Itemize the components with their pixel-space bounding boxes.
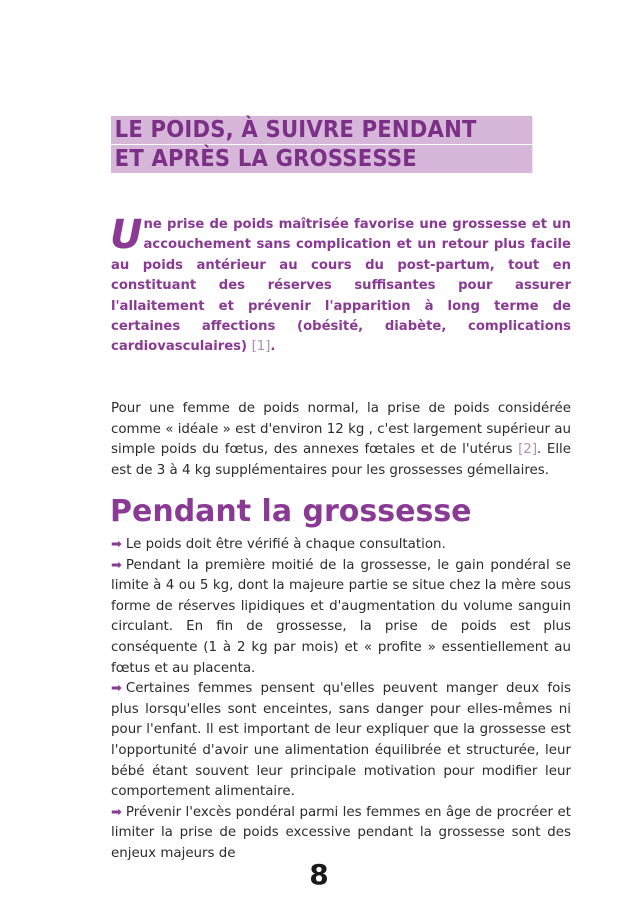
intro-paragraph bbox=[110, 212, 571, 358]
list-item-text: Pendant la première moitié de la grossesse, le gain pondéral se limite à 4 ou 5 kg, dont la majeure partie se situe chez la mère sous forme de réserves lipidiques et d'augmentation du volume sanguin circulant. En fin de grossesse, la prise de poids est plus conséquente (1 à 2 kg par mois) et « profite » essentiellement au fœtus et au placenta. bbox=[111, 557, 571, 676]
list-item bbox=[111, 556, 571, 680]
body-text-2: . Elle est de 3 à 4 kg supplémentaires pour les grossesses gémellaires. bbox=[111, 442, 572, 479]
list-item-text: Le poids doit être vérifié à chaque consultation. bbox=[125, 537, 446, 552]
arrow-right-icon: ➡ bbox=[111, 804, 122, 820]
arrow-right-icon: ➡ bbox=[111, 681, 122, 697]
title-line-2: ET APRÈS LA GROSSESSE bbox=[111, 145, 532, 173]
section-heading: Pendant la grossesse bbox=[110, 494, 472, 529]
list-item bbox=[111, 535, 571, 556]
list-item bbox=[111, 803, 571, 865]
list-item bbox=[111, 679, 571, 803]
intro-text: ne prise de poids maîtrisée favorise une grossesse et un accouchement sans complication et un retour plus facile au poids antérieur au cours du post-partum, tout en constituant des réserves suffisantes pour assurer l'allaitement et prévenir l'apparition à long terme de certaines affections (obésité, diabète, complications cardiovasculaires) bbox=[111, 217, 571, 355]
list-item-text: Prévenir l'excès pondéral parmi les femmes en âge de procréer et limiter la prise de poids excessive pendant la grossesse sont des enjeux majeurs de bbox=[111, 804, 571, 861]
reference-2: [2] bbox=[518, 442, 538, 458]
page-number: 8 bbox=[309, 858, 329, 891]
body-paragraph bbox=[111, 399, 571, 482]
bullet-list bbox=[111, 535, 571, 865]
list-item-text: Certaines femmes pensent qu'elles peuvent manger deux fois plus lorsqu'elles sont enceintes, sans danger pour elles-mêmes ni pour l'enfant. Il est important de leur expliquer que la grossesse est l'opportunité d'avoir une alimentation équilibrée et structurée, leur bébé étant souvent leur principale motivation pour modifier leur comportement alimentaire. bbox=[111, 681, 571, 800]
arrow-right-icon: ➡ bbox=[111, 557, 122, 573]
title-line-1: LE POIDS, À SUIVRE PENDANT bbox=[111, 116, 532, 144]
arrow-right-icon: ➡ bbox=[111, 537, 122, 552]
drop-cap: U bbox=[110, 212, 143, 258]
intro-end: . bbox=[270, 339, 276, 355]
body-text-1: Pour une femme de poids normal, la prise de poids considérée comme « idéale » est d'environ 12 kg , c'est largement supérieur au simple poids du fœtus, des annexes fœtales et de l'utérus bbox=[111, 401, 571, 458]
reference-1: [1] bbox=[251, 339, 271, 355]
